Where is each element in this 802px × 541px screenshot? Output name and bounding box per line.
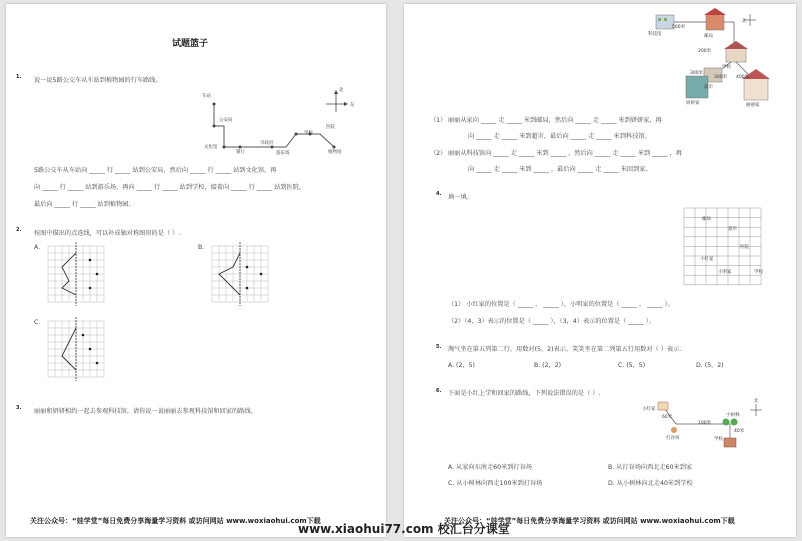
q6-stem: 下面是小红上学和回家的路线，下列说法错误的是（ ）.: [448, 390, 601, 397]
map-label-station: 车站: [202, 94, 211, 99]
map-distance-4: 300米: [714, 75, 728, 80]
q3-part2-number: （2）: [430, 150, 447, 157]
map-label-post: 邮局: [704, 34, 713, 39]
right-page: [404, 4, 796, 537]
right-footer: 关注公众号：“娃学堂”每日免费分享海量学习资料 或访问网站 www.woxiaohui.com下载: [444, 517, 735, 525]
route-map-buildings: [644, 12, 774, 104]
q6-label-woods: 小树林: [726, 413, 740, 418]
q6-label-pool: 打谷场: [666, 436, 680, 441]
q3-part1-number: （1）: [430, 117, 447, 124]
map-label-school: 学校: [304, 131, 313, 136]
map-label-park: 游乐场: [276, 151, 290, 156]
map-label-shop: 超市: [704, 85, 713, 90]
q5-option-d[interactable]: D. (5，2): [696, 362, 724, 369]
q2-number: 2.: [16, 227, 22, 233]
map-label-garden: 植物园: [328, 150, 342, 155]
q5-option-a[interactable]: A. (2，5): [448, 362, 475, 369]
compass-north-label: 北: [339, 88, 344, 93]
coordinate-grid: [684, 208, 768, 290]
q1-stem: 说一说5路公交车从车站到植物园的行车路线。: [34, 77, 162, 84]
q4-answer-2: （2）（4，3）表示的位置是（ _____ ），（3，4）表示的位置是（ _____ ）。: [448, 318, 655, 325]
grid-label-shop: 超市: [728, 227, 737, 232]
q6-label-school: 学校: [714, 437, 723, 442]
map-label-police: 公安局: [219, 118, 233, 123]
map-distance-3: 400米: [736, 75, 750, 80]
q4-answer-1: （1） 小红家的位置是（ _____ ， _____ ），小明家的位置是（ _____ ， _____ ）。: [448, 301, 674, 308]
map-label-north: 北: [742, 19, 747, 24]
map-label-yan: 妍妍家: [686, 101, 700, 106]
q3-number: 3.: [16, 405, 22, 411]
q3-stem: 丽丽和妍妍相约一起去参观科技馆。请你说一说丽丽去参观科技馆和回家的路线。: [34, 408, 257, 415]
q6-label-home: 小红家: [642, 407, 656, 412]
q2-option-c-label[interactable]: C.: [34, 319, 41, 326]
q3-part2-line2: 向 _____ 走 _____ 米到 _____ ，最后向 _____ 走 _____ 米回到家。: [468, 166, 652, 173]
map-label-school: 学校: [722, 65, 731, 70]
q3-part2-line1: 丽丽从科技馆向 _____ 走 _____ 米到 _____ ，然后向 _____ 走 _____ 米到 _____ ，再: [448, 150, 682, 157]
q2-option-a-grid[interactable]: [48, 246, 106, 304]
q6-label-north: 北: [754, 399, 759, 404]
q1-text-line1: 5路公交车从车站向 _____ 行 _____ 站到公安局，然后向 _____ 行 _____ 站到文化馆，再: [34, 167, 277, 174]
q2-option-a-label[interactable]: A.: [34, 244, 41, 251]
q1-text-line2: 向 _____ 行 _____ 站到游乐场，再向 _____ 行 _____ 站到学校，接着向 _____ 行 _____ 站到医院，: [34, 184, 306, 191]
q6-option-a[interactable]: A. 从家向东南走60米到打谷场: [448, 464, 532, 471]
q1-number: 1.: [16, 74, 22, 80]
q5-option-c[interactable]: C. (5，5): [618, 362, 646, 369]
map-label-home: 丽丽家: [746, 103, 760, 108]
q6-number: 6.: [436, 388, 442, 394]
map-label-culture: 文化馆: [204, 145, 218, 150]
grid-label-post: 邮局: [702, 217, 711, 222]
q6-option-c[interactable]: C. 从小树林向西走100米到打谷场: [448, 480, 543, 487]
q2-stem: 按图中描出的点连线，可以补成轴对称图形的是（ ）.: [34, 230, 181, 237]
q4-stem: 填一填。: [448, 194, 473, 201]
q4-number: 4.: [436, 191, 442, 197]
q1-text-line3: 最后向 _____ 行 _____ 站到植物园。: [34, 201, 135, 208]
map-distance-1: 500米: [672, 25, 686, 30]
q6-option-d[interactable]: D. 从小树林向北走40米到学校: [608, 480, 693, 487]
q6-option-b[interactable]: B. 从打谷场向西北走60米到家: [608, 464, 693, 471]
map-label-gov: 市政府: [260, 141, 274, 146]
compass-east-label: 东: [350, 103, 355, 108]
q3-part1-line2: 向 _____ 走 _____ 米到超市，最后向 _____ 走 _____ 米到科技馆。: [468, 133, 651, 140]
map-label-hospital: 医院: [326, 125, 335, 130]
watermark: www.xiaohui77.com 校汇台分课堂: [298, 522, 510, 536]
q2-option-b-grid[interactable]: [212, 246, 270, 304]
q2-option-c-grid[interactable]: [48, 321, 106, 379]
page-title: 试题篮子: [172, 39, 209, 49]
q2-option-b-label[interactable]: B.: [198, 244, 205, 251]
q3-part1-line1: 丽丽从家向 _____ 走 _____ 米到邮局，然后向 _____ 走 _____ 米到妍妍家，再: [448, 117, 662, 124]
q5-number: 5.: [436, 344, 442, 350]
map-distance-5: 300米: [690, 71, 704, 76]
grid-label-hospital: 医院: [740, 245, 749, 250]
q6-distance-2: 100米: [698, 421, 712, 426]
q6-distance-3: 40米: [734, 429, 745, 434]
left-footer: 关注公众号：“娃学堂”每日免费分享海量学习资料 或访问网站 www.woxiaohui.com下载: [30, 517, 321, 525]
q5-stem: 淘气坐在第五列第二行，用数对(5，2)表示。笑笑坐在第二列第五行用数对（ ）表示.: [448, 346, 682, 353]
grid-label-school: 学校: [754, 270, 763, 275]
grid-label-xiaoming: 小明家: [718, 270, 732, 275]
map-distance-2: 200米: [698, 49, 712, 54]
map-label-tech: 科技馆: [648, 32, 662, 37]
map-label-bank: 银行: [236, 150, 245, 155]
left-page: [6, 4, 386, 537]
grid-label-xiaohong: 小红家: [700, 257, 714, 262]
q6-distance-1: 60米: [662, 415, 673, 420]
q5-option-b[interactable]: B. (2，2): [534, 362, 562, 369]
